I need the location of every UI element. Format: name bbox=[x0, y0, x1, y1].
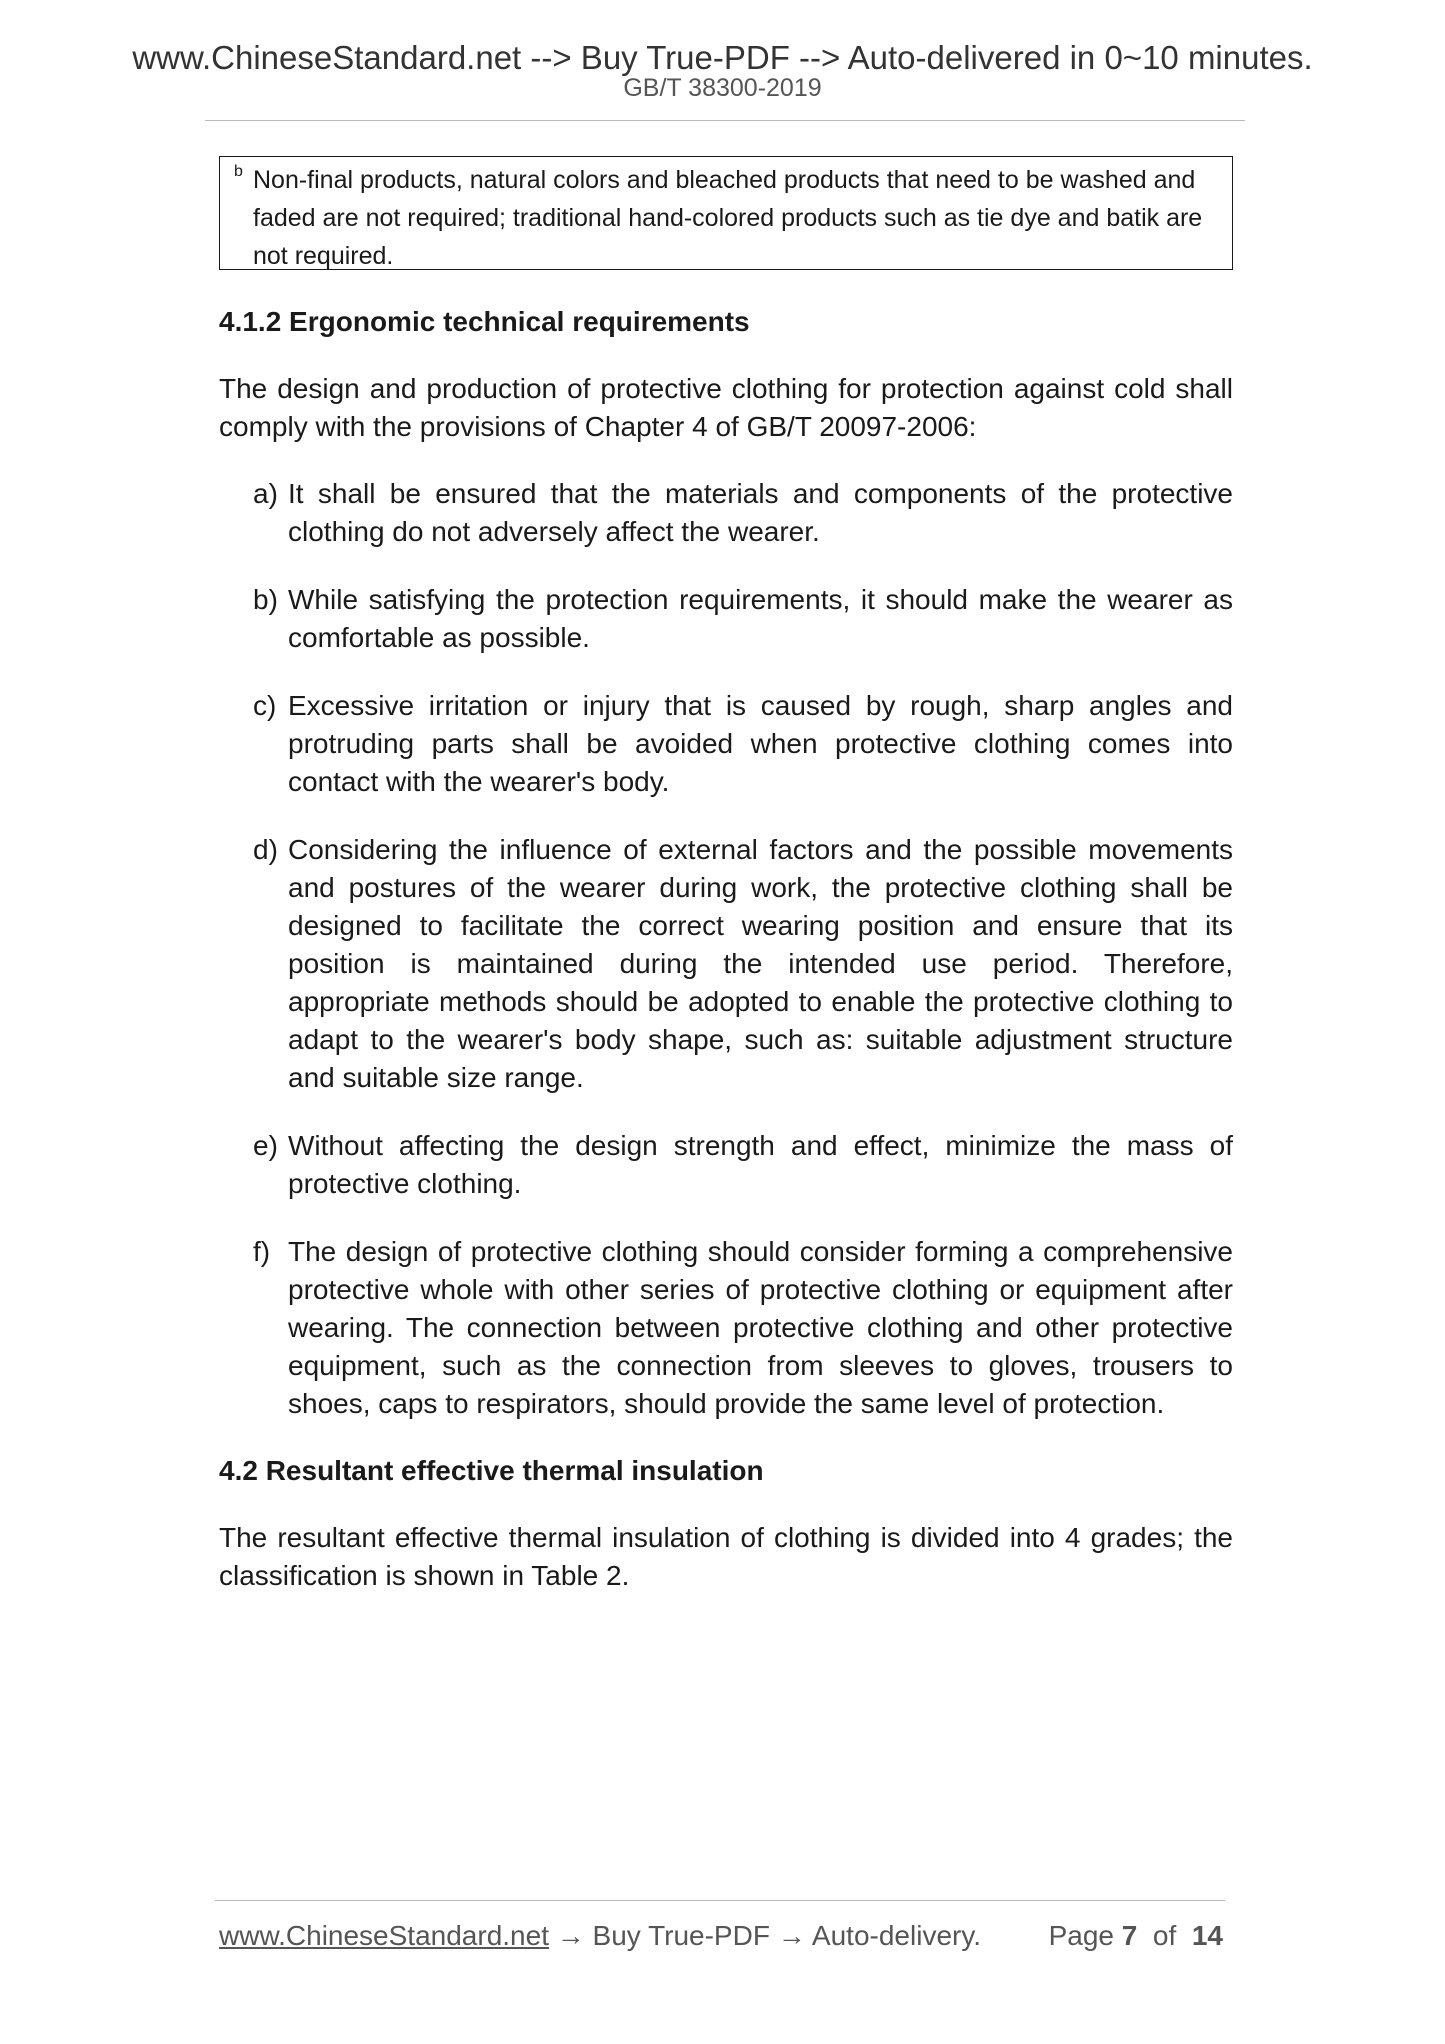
list-item-text: Considering the influence of external factors and the possible movements and postures of the wearer during work, the protective clothing shall be designed to facilitate the correct wearing position and ensure that its position is maintained during the intended use period. Therefore, appropriate methods should be adopted to enable the protective clothing to adapt to the wearer's body shape, such as: suitable adjustment structure and suitable size range. bbox=[288, 834, 1233, 1093]
list-item bbox=[253, 831, 1233, 1097]
list-item bbox=[253, 581, 1233, 657]
list-item bbox=[253, 475, 1233, 551]
list-item-label: a) bbox=[253, 478, 278, 509]
list-item bbox=[253, 1233, 1233, 1423]
footer-site-link[interactable]: www.ChineseStandard.net bbox=[219, 1920, 549, 1951]
page-footer bbox=[219, 1918, 1233, 1954]
page-total: 14 bbox=[1191, 1920, 1223, 1951]
list-item-text: While satisfying the protection requirements, it should make the wearer as comfortable as possible. bbox=[288, 584, 1233, 653]
section-heading-4-1-2: 4.1.2 Ergonomic technical requirements bbox=[219, 306, 750, 337]
table-footnote-box bbox=[219, 156, 1233, 270]
section-heading-4-2: 4.2 Resultant effective thermal insulation bbox=[219, 1455, 764, 1486]
footer-promo: → Buy True-PDF → Auto-delivery. bbox=[548, 1920, 982, 1951]
standard-code: GB/T 38300-2019 bbox=[623, 74, 822, 102]
footnote-marker: b bbox=[234, 163, 243, 180]
header-banner: www.ChineseStandard.net --> Buy True-PDF --> Auto-delivered in 0~10 minutes. bbox=[132, 39, 1313, 76]
footnote-text: Non-final products, natural colors and bleached products that need to be washed and faded are not required; traditional hand-colored products such as tie dye and batik are not required. bbox=[253, 166, 1203, 270]
footer-divider bbox=[215, 1900, 1225, 1901]
list-item bbox=[253, 1127, 1233, 1203]
header-divider bbox=[205, 120, 1245, 121]
list-item-text: It shall be ensured that the materials and components of the protective clothing do not adversely affect the wearer. bbox=[288, 478, 1233, 547]
of-word: of bbox=[1152, 1920, 1177, 1951]
list-item-label: d) bbox=[253, 834, 278, 865]
list-item-text: The design of protective clothing should consider forming a comprehensive protective whole with other series of protective clothing or equipment after wearing. The connection between protective clothing and other protective equipment, such as the connection from sleeves to gloves, trousers to shoes, caps to respirators, should provide the same level of protection. bbox=[288, 1236, 1233, 1419]
list-item bbox=[253, 687, 1233, 801]
list-item-label: c) bbox=[253, 690, 277, 721]
page-current: 7 bbox=[1121, 1920, 1138, 1951]
page-word: Page bbox=[1048, 1920, 1114, 1951]
list-item-label: b) bbox=[253, 584, 278, 615]
list-item-label: f) bbox=[253, 1236, 271, 1267]
list-item-text: Excessive irritation or injury that is caused by rough, sharp angles and protruding parts shall be avoided when protective clothing comes into contact with the wearer's body. bbox=[288, 690, 1233, 797]
page-indicator bbox=[1049, 1918, 1223, 1954]
section-intro: The design and production of protective clothing for protection against cold shall comply with the provisions of Chapter 4 of GB/T 20097-2006: bbox=[219, 373, 1233, 442]
section-text: The resultant effective thermal insulation of clothing is divided into 4 grades; the classification is shown in Table 2. bbox=[219, 1522, 1233, 1591]
list-item-text: Without affecting the design strength and effect, minimize the mass of protective clothing. bbox=[288, 1130, 1233, 1199]
list-item-label: e) bbox=[253, 1130, 278, 1161]
